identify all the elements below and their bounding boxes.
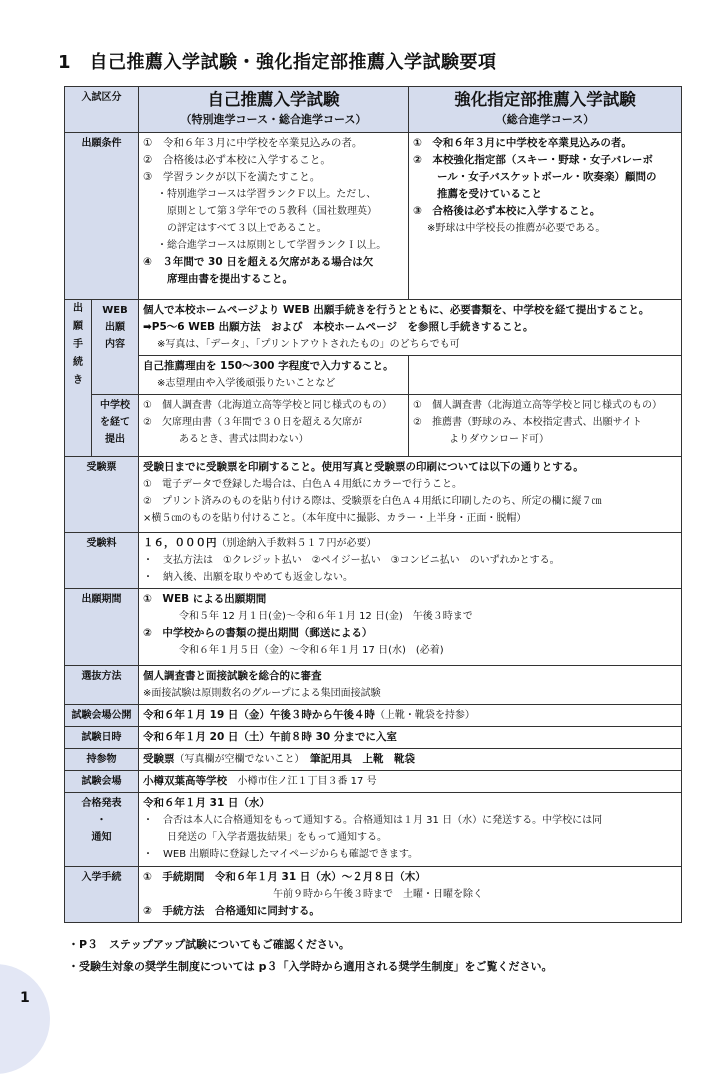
web-reason-self (139, 356, 409, 395)
period-line: 令和６年１月５日（金）～令和６年１月 17 日(水) (必着) (179, 645, 444, 656)
fee-label: 受験料 (65, 533, 139, 589)
selection-content (139, 666, 682, 705)
web-application-label (92, 300, 139, 395)
eligibility-self-line: ② 合格後は必ず本校に入学すること。 (143, 154, 331, 166)
fee-content (139, 533, 682, 589)
school-doc-line: ② 欠席理由書（３年間で３０日を超える欠席が (143, 417, 362, 428)
venue-open-note: （上靴・靴袋を持参） (374, 710, 475, 721)
ticket-label: 受験票 (65, 457, 139, 533)
web-application-line: ※写真は、「データ」、「プリントアウトされたもの」のどちらでも可 (157, 339, 460, 350)
selection-line: ※面接試験は原則数名のグループによる集団面接試験 (143, 688, 381, 699)
web-label-line: WEB (102, 305, 128, 316)
eligibility-club-line: ール・女子バスケットボール・吹奏楽）顧問の (437, 171, 657, 183)
school-submission-row (65, 395, 682, 457)
exam-date-row (65, 727, 682, 749)
web-application-row (65, 300, 682, 356)
enroll-label: 入学手続 (65, 867, 139, 923)
web-reason-line: ※志望理由や入学後頑張りたいことなど (157, 378, 336, 389)
eligibility-self-line: ④ ３年間で 30 日を超える欠席がある場合は欠 (143, 256, 374, 268)
web-application-content (139, 300, 682, 356)
self-recommendation-courses: （特別進学コース・総合進学コース） (180, 113, 367, 126)
eligibility-label: 出願条件 (65, 133, 139, 300)
eligibility-self (139, 133, 409, 300)
school-label-line: 提出 (105, 434, 125, 445)
school-doc-line: よりダウンロード可） (449, 434, 549, 445)
venue-open-row (65, 705, 682, 727)
web-application-line: 個人で本校ホームページより WEB 出願手続きを行うとともに、必要書類を、中学校を経て提出すること。 (143, 304, 650, 316)
result-line: ・ WEB 出願時に登録したマイページからも確認できます。 (143, 849, 419, 860)
eligibility-club-line: ※野球は中学校長の推薦が必要である。 (427, 223, 606, 234)
enroll-line: ① 手続期間 令和６年１月 31 日（水）～２月８日（木） (143, 871, 426, 883)
selection-label: 選抜方法 (65, 666, 139, 705)
fee-amount-note: （別途納入手数料５１７円が必要） (216, 538, 377, 549)
school-doc-line: あるとき、書式は問わない） (179, 434, 309, 445)
venue-content (139, 771, 682, 793)
web-reason-club-empty (409, 356, 682, 395)
web-reason-row (65, 356, 682, 395)
eligibility-club (409, 133, 682, 300)
result-label-line: ・ (96, 815, 107, 826)
eligibility-club-line: ③ 合格後は必ず本校に入学すること。 (413, 205, 601, 217)
self-recommendation-title: 自己推薦入学試験 (207, 90, 340, 109)
result-label-line: 合格発表 (81, 798, 122, 809)
eligibility-self-line: 原則として第３学年での５教科（国社数理英） (167, 206, 377, 217)
eligibility-self-line: ・総合進学コースは原則として学習ランクＩ以上。 (157, 240, 387, 251)
ticket-line: ① 電子データで登録した場合は、白色Ａ４用紙にカラーで行うこと。 (143, 479, 462, 490)
venue-address: 小樽市住ノ江１丁目３番 17 号 (237, 776, 377, 787)
eligibility-club-line: 推薦を受けていること (437, 188, 542, 200)
web-label-line: 出願 (105, 322, 125, 333)
enroll-content (139, 867, 682, 923)
result-row (65, 793, 682, 867)
exam-date-label: 試験日時 (65, 727, 139, 749)
ticket-line: 受験日までに受験票を印刷すること。使用写真と受験票の印刷については以下の通りとする。 (143, 461, 584, 473)
eligibility-self-line: ・特別進学コースは学習ランクＦ以上。ただし、 (157, 189, 377, 200)
eligibility-club-line: ① 令和６年３月に中学校を卒業見込みの者。 (413, 137, 632, 149)
ticket-line: ×横５㎝のものを貼り付けること。（本年度中に撮影、カラー・上半身・正面・脱帽） (143, 513, 527, 524)
school-doc-line: ① 個人調査書（北海道立高等学校と同じ様式のもの） (143, 400, 392, 411)
venue-open-content (139, 705, 682, 727)
header-row (65, 87, 682, 133)
page-number: 1 (20, 990, 30, 1006)
ticket-line: ② プリント済みのものを貼り付ける際は、受験票を白色Ａ４用紙に印刷したのち、所定の欄に縦７㎝ (143, 496, 602, 507)
selection-line: 個人調査書と面接試験を総合的に審査 (143, 670, 322, 682)
eligibility-self-line: 席理由書を提出すること。 (167, 273, 293, 285)
items-content (139, 749, 682, 771)
result-content (139, 793, 682, 867)
venue-open-text: 令和６年１月 19 日（金）午後３時から午後４時 (143, 709, 375, 721)
category-label: 入試区分 (65, 87, 139, 133)
web-reason-line: 自己推薦理由を 150～300 字程度で入力すること。 (143, 360, 394, 372)
self-recommendation-header (139, 87, 409, 133)
period-line: ① WEB による出願期間 (143, 593, 267, 605)
ticket-content (139, 457, 682, 533)
school-submission-label (92, 395, 139, 457)
designated-club-header (409, 87, 682, 133)
items-others: 筆記用具 上靴 靴袋 (310, 753, 415, 765)
eligibility-self-line: の評定はすべて３以上であること。 (167, 223, 327, 234)
web-label-line: 内容 (105, 339, 125, 350)
enroll-row (65, 867, 682, 923)
items-ticket-note: （写真欄が空欄でないこと） (174, 754, 300, 765)
school-doc-line: ② 推薦書（野球のみ、本校指定書式、出願サイト (413, 417, 642, 428)
procedure-label (65, 300, 92, 457)
period-line: ② 中学校からの書類の提出期間（郵送による） (143, 627, 373, 639)
result-line: ・ 合否は本人に合格通知をもって通知する。合格通知は１月 31 日（水）に発送する。中学校には同 (143, 815, 603, 826)
fee-line: ・ 支払方法は ①クレジット払い ②ペイジー払い ③コンビニ払い のいずれかとする。 (143, 555, 560, 566)
school-submission-club (409, 395, 682, 457)
footnote-scholarship: ・受験生対象の奨学生制度については p３「入学時から適用される奨学生制度」をご覧ください。 (68, 960, 553, 973)
school-label-line: 中学校 (100, 400, 130, 411)
designated-club-title: 強化指定部推薦入学試験 (454, 90, 636, 109)
exam-date-content: 令和６年１月 20 日（土）午前８時 30 分までに入室 (139, 727, 682, 749)
items-row (65, 749, 682, 771)
result-label (65, 793, 139, 867)
designated-club-courses: （総合進学コース） (495, 113, 595, 126)
eligibility-row (65, 133, 682, 300)
enroll-line: ② 手続方法 合格通知に同封する。 (143, 905, 320, 917)
fee-row (65, 533, 682, 589)
period-label: 出願期間 (65, 589, 139, 666)
result-label-line: 通知 (91, 832, 112, 843)
eligibility-self-line: ③ 学習ランクが以下を満たすこと。 (143, 171, 321, 183)
result-line: 日発送の「入学者選抜結果」をもって通知する。 (167, 832, 387, 843)
school-submission-self (139, 395, 409, 457)
page-number-badge (0, 964, 50, 1074)
period-content (139, 589, 682, 666)
period-row (65, 589, 682, 666)
fee-line: ・ 納入後、出願を取りやめても返金しない。 (143, 572, 353, 583)
eligibility-self-line: ① 令和６年３月に中学校を卒業見込みの者。 (143, 137, 363, 149)
footnote-stepup: ・P３ ステップアップ試験についてもご確認ください。 (68, 938, 350, 951)
web-application-line: ➡P5～6 WEB 出願方法 および 本校ホームページ を参照し手続きすること。 (143, 321, 534, 333)
venue-row (65, 771, 682, 793)
school-label-line: を経て (100, 417, 130, 428)
fee-amount: １６，０００円 (143, 537, 217, 549)
ticket-row (65, 457, 682, 533)
period-line: 令和５年 12 月１日(金)～令和６年１月 12 日(金) 午後３時まで (179, 611, 473, 622)
venue-open-label: 試験会場公開 (65, 705, 139, 727)
enroll-line: 午前９時から午後３時まで 土曜・日曜を除く (273, 889, 483, 900)
items-label: 持参物 (65, 749, 139, 771)
procedure-label-text: 出願手続き (73, 303, 83, 386)
selection-row (65, 666, 682, 705)
exam-requirements-table (64, 86, 682, 923)
items-ticket: 受験票 (143, 753, 175, 765)
school-doc-line: ① 個人調査書（北海道立高等学校と同じ様式のもの） (413, 400, 662, 411)
eligibility-club-line: ② 本校強化指定部（スキー・野球・女子バレーボ (413, 154, 653, 166)
venue-label: 試験会場 (65, 771, 139, 793)
result-date: 令和６年１月 31 日（水） (143, 797, 270, 809)
page-title: 1 自己推薦入学試験・強化指定部推薦入学試験要項 (58, 52, 497, 73)
venue-name: 小樽双葉高等学校 (143, 775, 227, 787)
